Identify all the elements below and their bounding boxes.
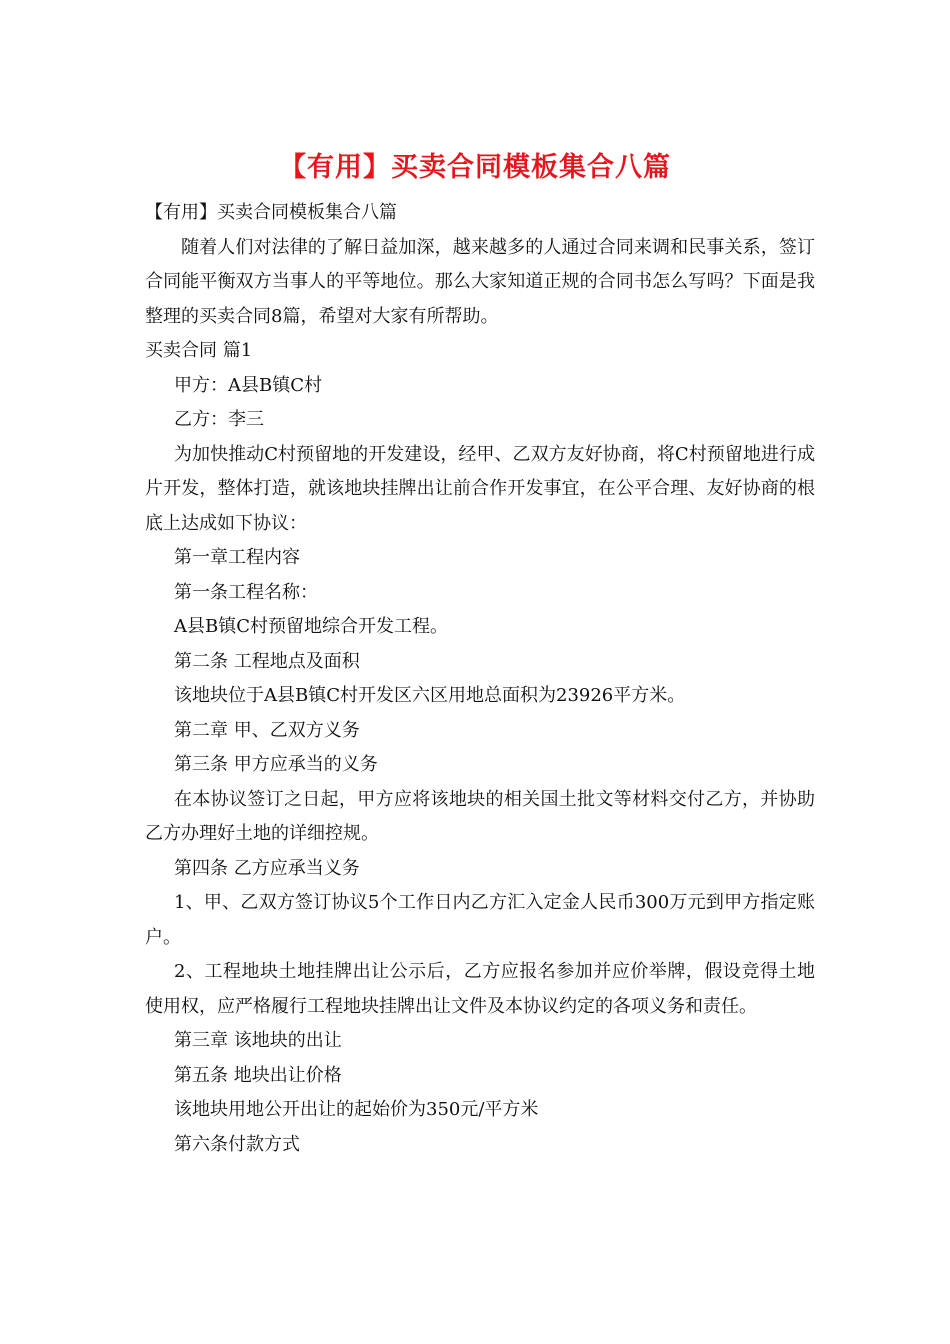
article-heading: 第三条 甲方应承当的义务 xyxy=(174,754,378,775)
chapter-heading: 第一章工程内容 xyxy=(174,547,300,568)
project-name: A县B镇C村预留地综合开发工程。 xyxy=(174,616,448,637)
chapter-heading: 第三章 该地块的出让 xyxy=(174,1030,342,1051)
article-heading: 第六条付款方式 xyxy=(174,1133,300,1155)
duty-b-item: 2、工程地块土地挂牌出让公示后，乙方应报名参加并应价举牌，假设竞得土地使用权，应严格履行工程地块挂牌出让文件及本协议约定的各项义务和责任。 xyxy=(145,961,815,1017)
chapter-heading: 第二章 甲、乙双方义务 xyxy=(174,719,360,741)
document-body xyxy=(145,196,815,1162)
intro-paragraph: 随着人们对法律的了解日益加深，越来越多的人通过合同来调和民事关系，签订合同能平衡双方当事人的平等地位。那么大家知道正规的合同书怎么写吗？下面是我整理的买卖合同8篇，希望对大家有所帮助。 xyxy=(145,236,815,327)
party-a: 甲方：A县B镇C村 xyxy=(174,374,322,396)
duty-a-text: 在本协议签订之日起，甲方应将该地块的相关国土批文等材料交付乙方，并协助乙方办理好土地的详细控规。 xyxy=(145,788,815,844)
party-b: 乙方：李三 xyxy=(174,409,264,430)
location-text: 该地块位于A县B镇C村开发区六区用地总面积为23926平方米。 xyxy=(174,685,686,706)
section-heading: 买卖合同 篇1 xyxy=(145,340,253,361)
article-heading: 第一条工程名称： xyxy=(174,581,318,603)
document-title: 【有用】买卖合同模板集合八篇 xyxy=(279,152,671,183)
price-text: 该地块用地公开出让的起始价为350元/平方米 xyxy=(174,1099,539,1120)
article-heading: 第五条 地块出让价格 xyxy=(174,1064,342,1086)
preamble: 为加快推动C村预留地的开发建设，经甲、乙双方友好协商，将C村预留地进行成片开发，整体打造，就该地块挂牌出让前合作开发事宜，在公平合理、友好协商的根底上达成如下协议： xyxy=(145,443,815,534)
subtitle: 【有用】买卖合同模板集合八篇 xyxy=(145,202,397,223)
duty-b-item: 1、甲、乙双方签订协议5个工作日内乙方汇入定金人民币300万元到甲方指定账户。 xyxy=(145,892,815,948)
article-heading: 第二条 工程地点及面积 xyxy=(174,650,360,672)
article-heading: 第四条 乙方应承当义务 xyxy=(174,857,360,879)
